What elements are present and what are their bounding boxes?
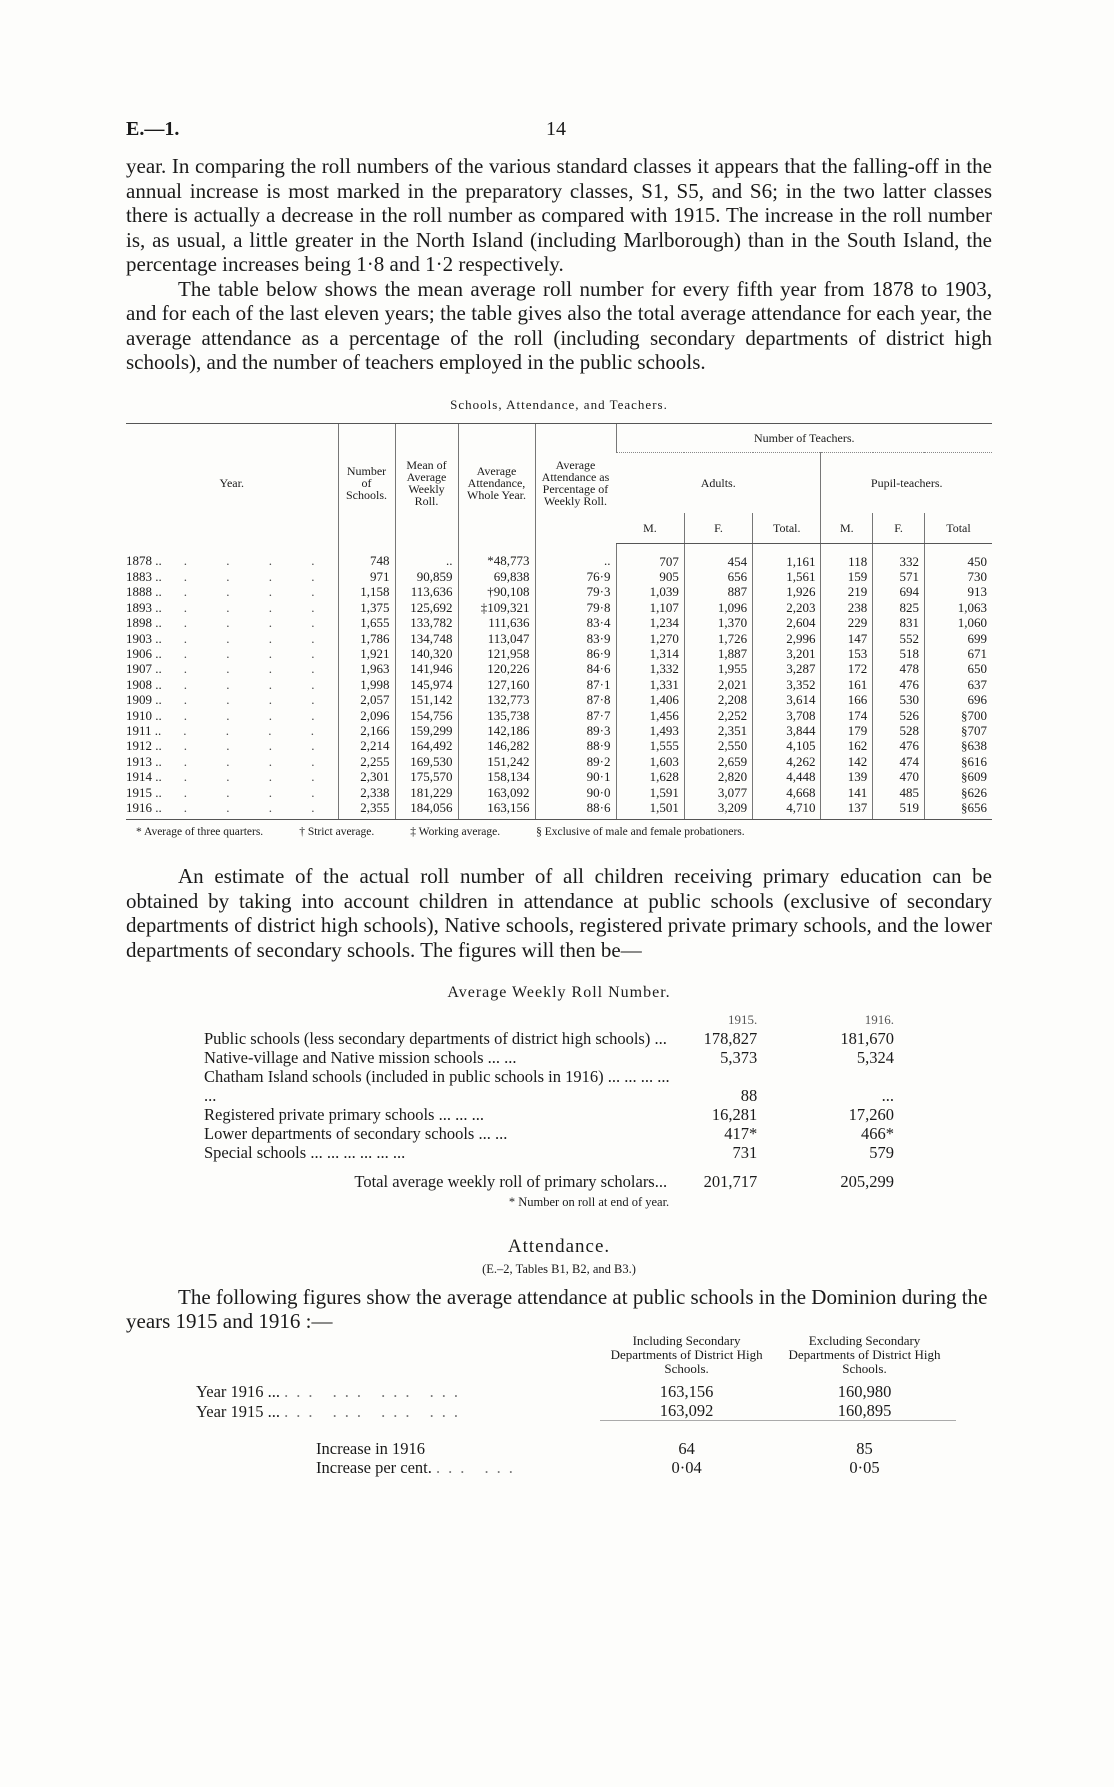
table-cell: 2,996 xyxy=(753,631,821,646)
year-cell: 1888 .. . . . . xyxy=(126,584,333,600)
col-including: Including Secondary Departments of District High Schools. xyxy=(610,1333,763,1377)
table-cell: 4,448 xyxy=(753,769,821,784)
table-cell: §626 xyxy=(924,785,992,800)
table-cell: 169,530 xyxy=(395,754,458,769)
table-cell: 528 xyxy=(873,723,925,738)
table-cell: 83·9 xyxy=(535,631,616,646)
table-cell: 1,161 xyxy=(753,543,821,569)
table-cell: 179 xyxy=(821,723,873,738)
table-cell: 2,252 xyxy=(684,708,752,723)
col-schools: Number of Schools. xyxy=(338,423,395,543)
roll-value: 5,324 xyxy=(856,1048,894,1068)
year-cell: 1909 .. . . . . xyxy=(126,692,333,708)
table-cell: 159,299 xyxy=(395,723,458,738)
year-cell: 1903 .. . . . . xyxy=(126,630,333,646)
table-cell: 2,214 xyxy=(338,738,395,753)
table-cell: 1,591 xyxy=(616,785,684,800)
table-cell: 699 xyxy=(924,631,992,646)
table-cell: 145,974 xyxy=(395,677,458,692)
table-cell: 219 xyxy=(821,584,873,599)
col-adults: Adults. xyxy=(700,475,736,490)
table-cell: 476 xyxy=(873,677,925,692)
table-cell: §707 xyxy=(924,723,992,738)
table-cell: 166 xyxy=(821,692,873,707)
table-cell: 184,056 xyxy=(395,800,458,820)
table-cell: 1,332 xyxy=(616,661,684,676)
table-cell: 637 xyxy=(924,677,992,692)
page-header xyxy=(126,118,992,154)
att-excl-value: 160,895 xyxy=(773,1401,956,1421)
table-cell: 89·3 xyxy=(535,723,616,738)
table-cell: 147 xyxy=(821,631,873,646)
table-row xyxy=(126,661,992,676)
table-cell: 90·0 xyxy=(535,785,616,800)
table-cell: 730 xyxy=(924,569,992,584)
table-row xyxy=(126,785,992,800)
table-cell: 164,492 xyxy=(395,738,458,753)
table-cell: 3,209 xyxy=(684,800,752,820)
table-cell: 454 xyxy=(684,543,752,569)
table-row xyxy=(126,543,992,569)
table-cell: 142,186 xyxy=(458,723,535,738)
table-footnotes xyxy=(126,826,992,838)
att-excl-value: 160,980 xyxy=(837,1382,892,1402)
table-cell: 2,166 xyxy=(338,723,395,738)
table-cell: .. xyxy=(395,543,458,569)
col-adults-total: Total. xyxy=(753,513,821,544)
attendance-table xyxy=(196,1333,956,1477)
table-cell: 137 xyxy=(821,800,873,820)
table-cell: 158,134 xyxy=(458,769,535,784)
roll-row-label: Native-village and Native mission schools ... ... xyxy=(204,1048,517,1068)
paragraph-estimate: An estimate of the actual roll number of all children receiving primary education can be obtained by taking into account children in attendance at public schools (exclusive of secondary departments of district high schools), Native schools, registered private primary schools, and the lower departments of secondary schools. The figures will then be— xyxy=(126,864,992,962)
table-cell: 133,782 xyxy=(395,615,458,630)
table-cell: 87·7 xyxy=(535,708,616,723)
table-cell: 694 xyxy=(873,584,925,599)
year-cell: 1893 .. . . . . xyxy=(126,599,333,615)
col-pt-f: F. xyxy=(873,513,925,544)
table-row xyxy=(126,569,992,584)
table-cell: 1,786 xyxy=(338,631,395,646)
table-cell: 1,406 xyxy=(616,692,684,707)
table-cell: 1,998 xyxy=(338,677,395,692)
table-cell: 2,057 xyxy=(338,692,395,707)
roll-row-label: Registered private primary schools ... ... ... xyxy=(204,1105,484,1125)
year-cell: 1907 .. . . . . xyxy=(126,661,333,677)
table-cell: 1,039 xyxy=(616,584,684,599)
table-cell: 175,570 xyxy=(395,769,458,784)
year-cell: 1878 .. . . . . xyxy=(126,553,333,569)
table-cell: 518 xyxy=(873,646,925,661)
table-cell: 125,692 xyxy=(395,600,458,615)
table-cell: 84·6 xyxy=(535,661,616,676)
table-cell: .. xyxy=(535,543,616,569)
table-cell: 88·9 xyxy=(535,738,616,753)
table-cell: 478 xyxy=(873,661,925,676)
page-number: 14 xyxy=(546,118,566,140)
table-row xyxy=(126,800,992,820)
table-cell: 470 xyxy=(873,769,925,784)
table-cell: 1,887 xyxy=(684,646,752,661)
table-cell: 476 xyxy=(873,738,925,753)
report-code: E.—1. xyxy=(126,118,180,140)
table-cell: 1,921 xyxy=(338,646,395,661)
table-cell: 135,738 xyxy=(458,708,535,723)
table-cell: 162 xyxy=(821,738,873,753)
table-cell: 163,092 xyxy=(458,785,535,800)
table-cell: 127,160 xyxy=(458,677,535,692)
table-cell: 905 xyxy=(616,569,684,584)
roll-row-label: Lower departments of secondary schools ... ... xyxy=(204,1124,508,1144)
col-adults-m: M. xyxy=(616,513,684,544)
table-cell: 89·2 xyxy=(535,754,616,769)
table-cell: 229 xyxy=(821,615,873,630)
table-row xyxy=(126,769,992,784)
table-cell: 79·8 xyxy=(535,600,616,615)
roll-value: ... xyxy=(881,1086,894,1106)
table-cell: 3,352 xyxy=(753,677,821,692)
table-cell: 151,142 xyxy=(395,692,458,707)
table-cell: 748 xyxy=(338,543,395,569)
roll-footnote: * Number on roll at end of year. xyxy=(508,1195,670,1210)
year-cell: 1913 .. . . . . xyxy=(126,753,333,769)
table-cell: 141 xyxy=(821,785,873,800)
table-cell: 1,493 xyxy=(616,723,684,738)
table-row xyxy=(126,584,992,599)
year-cell: 1914 .. . . . . xyxy=(126,769,333,785)
document-page xyxy=(126,118,992,1477)
roll-row-label: Public schools (less secondary departments of district high schools) ... xyxy=(204,1029,667,1049)
year-cell: 1898 .. . . . . xyxy=(126,615,333,631)
table-cell: 2,351 xyxy=(684,723,752,738)
col-percent: Average Attendance as Percentage of Weekly Roll. xyxy=(535,423,616,543)
roll-total-label: Total average weekly roll of primary scholars... xyxy=(354,1172,668,1192)
roll-value: 16,281 xyxy=(711,1105,758,1125)
table-cell: 1,107 xyxy=(616,600,684,615)
schools-attendance-teachers-table xyxy=(126,423,992,821)
col-year: Year. xyxy=(126,423,338,543)
table-cell: 1,060 xyxy=(924,615,992,630)
table-cell: 3,708 xyxy=(753,708,821,723)
table-cell: 485 xyxy=(873,785,925,800)
table-row xyxy=(126,738,992,753)
table-cell: 571 xyxy=(873,569,925,584)
increase-label: Increase in 1916 xyxy=(316,1439,426,1459)
table-cell: 696 xyxy=(924,692,992,707)
table-cell: 671 xyxy=(924,646,992,661)
table-cell: 1,501 xyxy=(616,800,684,820)
table-cell: *48,773 xyxy=(458,543,535,569)
increase-pct-label: Increase per cent. ... ... xyxy=(316,1458,521,1478)
attendance-subtitle: (E.–2, Tables B1, B2, and B3.) xyxy=(482,1262,636,1277)
table-row xyxy=(126,615,992,630)
table-cell: 2,820 xyxy=(684,769,752,784)
table-cell: 172 xyxy=(821,661,873,676)
table-cell: 3,844 xyxy=(753,723,821,738)
table-cell: 825 xyxy=(873,600,925,615)
table-cell: 1,963 xyxy=(338,661,395,676)
table-cell: 76·9 xyxy=(535,569,616,584)
table-cell: 4,710 xyxy=(753,800,821,820)
table-cell: 87·8 xyxy=(535,692,616,707)
table-cell: 83·4 xyxy=(535,615,616,630)
table-cell: 913 xyxy=(924,584,992,599)
table-cell: 134,748 xyxy=(395,631,458,646)
table-cell: 174 xyxy=(821,708,873,723)
footnote: * Average of three quarters. xyxy=(136,826,264,839)
table-cell: 2,203 xyxy=(753,600,821,615)
roll-row-label: Special schools ... ... ... ... ... ... xyxy=(204,1143,406,1163)
col-teachers: Number of Teachers. xyxy=(616,423,992,452)
increase-incl: 64 xyxy=(678,1439,695,1459)
table-cell: 530 xyxy=(873,692,925,707)
table-cell: 2,338 xyxy=(338,785,395,800)
col-pt-total: Total xyxy=(924,513,992,544)
table-cell: 181,229 xyxy=(395,785,458,800)
roll-value: 417* xyxy=(724,1124,758,1144)
table-cell: 1,555 xyxy=(616,738,684,753)
table-cell: 79·3 xyxy=(535,584,616,599)
table-cell: 1,561 xyxy=(753,569,821,584)
roll-total-1916: 205,299 xyxy=(840,1172,894,1192)
table-cell: 4,262 xyxy=(753,754,821,769)
table-cell: 3,077 xyxy=(684,785,752,800)
roll-value: 466* xyxy=(861,1124,894,1144)
table-row xyxy=(126,692,992,707)
table-cell: 120,226 xyxy=(458,661,535,676)
col-pt-m: M. xyxy=(821,513,873,544)
table-cell: 4,668 xyxy=(753,785,821,800)
table-row xyxy=(126,754,992,769)
table-cell: 1,655 xyxy=(338,615,395,630)
table-cell: 86·9 xyxy=(535,646,616,661)
table-cell: 140,320 xyxy=(395,646,458,661)
table-cell: 1,270 xyxy=(616,631,684,646)
col-excluding: Excluding Secondary Departments of District High Schools. xyxy=(788,1333,941,1377)
year-cell: 1883 .. . . . . xyxy=(126,568,333,584)
table-cell: 113,636 xyxy=(395,584,458,599)
roll-total-1915: 201,717 xyxy=(703,1172,758,1192)
table-cell: 90·1 xyxy=(535,769,616,784)
table-cell: 526 xyxy=(873,708,925,723)
table-cell: 2,355 xyxy=(338,800,395,820)
year-cell: 1912 .. . . . . xyxy=(126,738,333,754)
table-cell: 1,628 xyxy=(616,769,684,784)
table-cell: †90,108 xyxy=(458,584,535,599)
table-cell: 450 xyxy=(924,543,992,569)
table-cell: 118 xyxy=(821,543,873,569)
col-mean-roll: Mean of Average Weekly Roll. xyxy=(395,423,458,543)
table-cell: 2,550 xyxy=(684,738,752,753)
table-cell: 141,946 xyxy=(395,661,458,676)
roll-value: 579 xyxy=(869,1143,894,1163)
table-cell: 90,859 xyxy=(395,569,458,584)
table-cell: 656 xyxy=(684,569,752,584)
table-cell: 1,926 xyxy=(753,584,821,599)
table-row xyxy=(126,631,992,646)
roll-value: 17,260 xyxy=(848,1105,894,1125)
table-cell: 88·6 xyxy=(535,800,616,820)
table-cell: 1,726 xyxy=(684,631,752,646)
table-cell: 2,021 xyxy=(684,677,752,692)
footnote: ‡ Working average. xyxy=(410,826,501,839)
year-cell: 1911 .. . . . . xyxy=(126,722,333,738)
col-pupil-teachers: Pupil-teachers. xyxy=(821,452,992,513)
increase-excl: 85 xyxy=(856,1439,873,1459)
roll-col-1915: 1915. 178,827 xyxy=(703,1012,758,1049)
roll-col-1916: 1916. 181,670 xyxy=(840,1012,894,1049)
table-cell: 887 xyxy=(684,584,752,599)
table-cell: 69,838 xyxy=(458,569,535,584)
table-cell: 1,370 xyxy=(684,615,752,630)
table-cell: 2,096 xyxy=(338,708,395,723)
footnote: § Exclusive of male and female probationers. xyxy=(536,826,745,839)
year-cell: 1906 .. . . . . xyxy=(126,645,333,661)
roll-row-label: Chatham Island schools (included in public schools in 1916) ... ... ... ... ... xyxy=(204,1067,670,1106)
roll-table-title: Average Weekly Roll Number. xyxy=(447,984,671,1002)
table-cell: 1,331 xyxy=(616,677,684,692)
table-cell: 1,234 xyxy=(616,615,684,630)
table-cell: §638 xyxy=(924,738,992,753)
increase-pct-excl: 0·05 xyxy=(849,1458,880,1478)
table-cell: 2,604 xyxy=(753,615,821,630)
table-cell: 111,636 xyxy=(458,615,535,630)
roll-value: 731 xyxy=(732,1143,758,1163)
att-incl-value: 163,156 xyxy=(659,1382,714,1402)
col-attendance: Average Attendance, Whole Year. xyxy=(458,423,535,543)
table-row xyxy=(126,708,992,723)
table-cell: 1,603 xyxy=(616,754,684,769)
table-cell: 3,201 xyxy=(753,646,821,661)
table-caption: Schools, Attendance, and Teachers. xyxy=(450,396,668,412)
table-cell: §656 xyxy=(924,800,992,820)
year-cell: 1910 .. . . . . xyxy=(126,707,333,723)
table-cell: §616 xyxy=(924,754,992,769)
weekly-roll-table xyxy=(204,1010,894,1191)
table-cell: 2,301 xyxy=(338,769,395,784)
table-cell: 113,047 xyxy=(458,631,535,646)
table-cell: 1,063 xyxy=(924,600,992,615)
table-cell: 650 xyxy=(924,661,992,676)
att-row-label: Year 1915 ... ... ... ... ... xyxy=(196,1401,467,1421)
table-cell: §700 xyxy=(924,708,992,723)
table-cell: 142 xyxy=(821,754,873,769)
table-cell: 4,105 xyxy=(753,738,821,753)
col-adults-f: F. xyxy=(684,513,752,544)
table-cell: 519 xyxy=(873,800,925,820)
table-cell: 238 xyxy=(821,600,873,615)
table-cell: 2,659 xyxy=(684,754,752,769)
footnote: † Strict average. xyxy=(299,826,375,839)
table-cell: 132,773 xyxy=(458,692,535,707)
table-cell: 87·1 xyxy=(535,677,616,692)
paragraph-attendance: The following figures show the average attendance at public schools in the Dominion during the years 1915 and 1916 :— xyxy=(126,1285,988,1334)
att-row-label: Year 1916 ... ... ... ... ... xyxy=(196,1382,467,1402)
table-cell: 831 xyxy=(873,615,925,630)
table-cell: 151,242 xyxy=(458,754,535,769)
att-incl-value: 163,092 xyxy=(600,1401,773,1421)
table-cell: 146,282 xyxy=(458,738,535,753)
roll-value: 5,373 xyxy=(720,1048,758,1068)
table-cell: 159 xyxy=(821,569,873,584)
table-cell: 161 xyxy=(821,677,873,692)
table-cell: 707 xyxy=(616,543,684,569)
table-cell: 1,096 xyxy=(684,600,752,615)
table-cell: 1,314 xyxy=(616,646,684,661)
table-cell: 1,456 xyxy=(616,708,684,723)
table-cell: 163,156 xyxy=(458,800,535,820)
table-cell: 474 xyxy=(873,754,925,769)
table-cell: 971 xyxy=(338,569,395,584)
year-cell: 1908 .. . . . . xyxy=(126,676,333,692)
table-cell: 332 xyxy=(873,543,925,569)
table-cell: 153 xyxy=(821,646,873,661)
paragraph-table-intro: The table below shows the mean average roll number for every fifth year from 1878 to 1903, and for each of the last eleven years; the table gives also the total average attendance for each year, the average attendance as a percentage of the roll (including secondary departments of district high schools), and the number of teachers employed in the public schools. xyxy=(126,276,992,374)
table-cell: 552 xyxy=(873,631,925,646)
table-cell: 1,375 xyxy=(338,600,395,615)
table-cell: 1,158 xyxy=(338,584,395,599)
table-cell: 1,955 xyxy=(684,661,752,676)
table-row xyxy=(126,723,992,738)
table-row xyxy=(126,646,992,661)
paragraph-roll-numbers: year. In comparing the roll numbers of the various standard classes it appears that the falling-off in the annual increase is most marked in the preparatory classes, S1, S5, and S6; in the two latter classes there is actually a decrease in the roll number as compared with 1915. The increase in the roll number is, as usual, a little greater in the North Island (including Marlborough) than in the South Island, the percentage increases being 1·8 and 1·2 respectively. xyxy=(126,154,992,276)
table-cell: 154,756 xyxy=(395,708,458,723)
year-cell: 1915 .. . . . . xyxy=(126,784,333,800)
table-cell: 139 xyxy=(821,769,873,784)
attendance-heading: Attendance. xyxy=(507,1236,611,1258)
table-cell: 2,255 xyxy=(338,754,395,769)
table-row xyxy=(126,677,992,692)
table-cell: 2,208 xyxy=(684,692,752,707)
table-cell: 3,614 xyxy=(753,692,821,707)
increase-pct-incl: 0·04 xyxy=(671,1458,702,1478)
table-row xyxy=(126,600,992,615)
roll-value: 88 xyxy=(740,1086,758,1106)
table-cell: §609 xyxy=(924,769,992,784)
year-cell: 1916 .. . . . . xyxy=(126,800,338,820)
table-cell: ‡109,321 xyxy=(458,600,535,615)
table-cell: 3,287 xyxy=(753,661,821,676)
table-cell: 121,958 xyxy=(458,646,535,661)
